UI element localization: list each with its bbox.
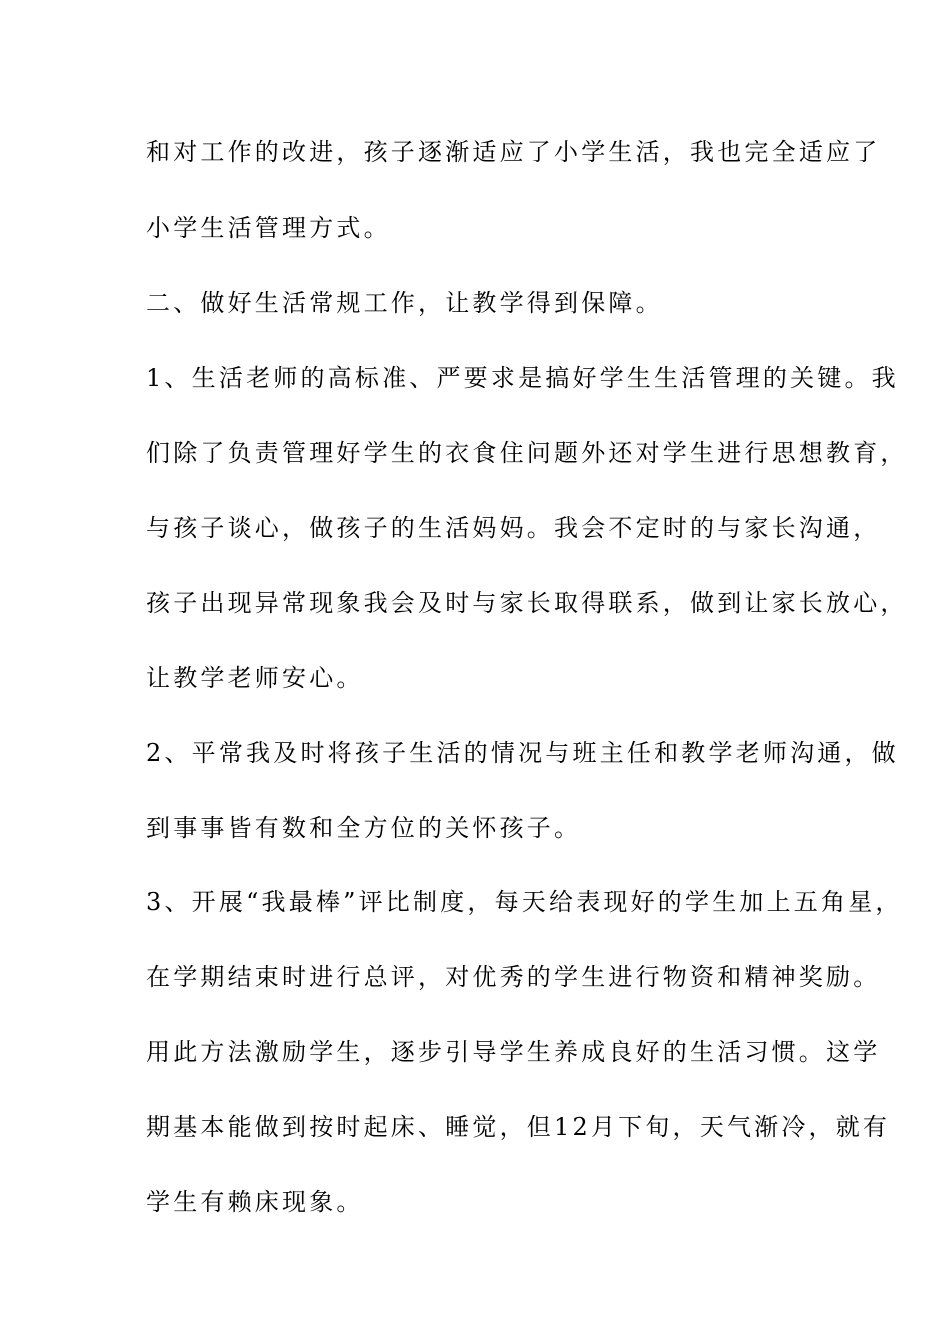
text-line-7: 孩子出现异常现象我会及时与家长取得联系，做到让家长放心， bbox=[146, 589, 908, 617]
text-line-15: 学生有赖床现象。 bbox=[146, 1188, 364, 1216]
text-line-11: 3、开展“我最棒”评比制度，每天给表现好的学生加上五角星， bbox=[146, 888, 903, 916]
text-line-14: 期基本能做到按时起床、睡觉，但12月下旬，天气渐冷，就有 bbox=[146, 1113, 891, 1141]
text-line-4: 1、生活老师的高标准、严要求是搞好学生生活管理的关键。我 bbox=[146, 364, 899, 392]
text-line-5: 们除了负责管理好学生的衣食住问题外还对学生进行思想教育， bbox=[146, 439, 908, 467]
text-line-10: 到事事皆有数和全方位的关怀孩子。 bbox=[146, 814, 582, 842]
text-line-9: 2、平常我及时将孩子生活的情况与班主任和教学老师沟通，做 bbox=[146, 739, 899, 767]
text-line-2: 小学生活管理方式。 bbox=[146, 214, 391, 242]
text-line-8: 让教学老师安心。 bbox=[146, 664, 364, 692]
text-line-6: 与孩子谈心，做孩子的生活妈妈。我会不定时的与家长沟通， bbox=[146, 514, 881, 542]
section-heading: 二、做好生活常规工作，让教学得到保障。 bbox=[146, 289, 663, 317]
text-line-12: 在学期结束时进行总评，对优秀的学生进行物资和精神奖励。 bbox=[146, 963, 881, 991]
text-line-13: 用此方法激励学生，逐步引导学生养成良好的生活习惯。这学 bbox=[146, 1038, 881, 1066]
text-line-1: 和对工作的改进，孩子逐渐适应了小学生活，我也完全适应了 bbox=[146, 138, 881, 166]
